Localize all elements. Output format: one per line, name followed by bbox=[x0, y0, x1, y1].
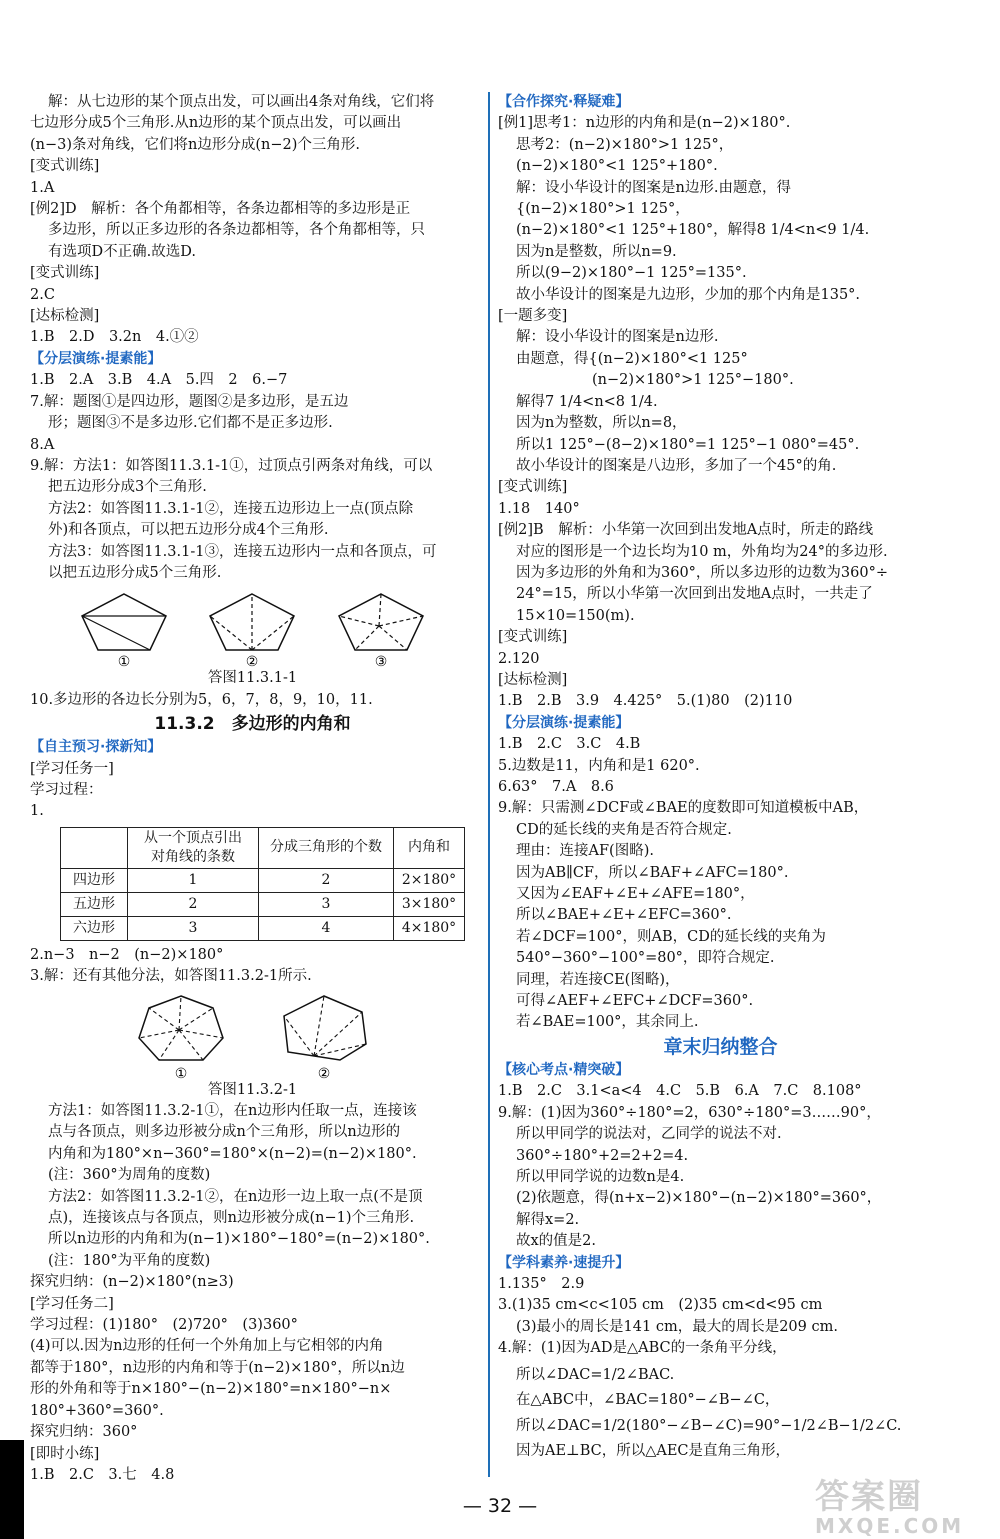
table-header-cell: 从一个顶点引出 对角线的条数 bbox=[128, 827, 259, 868]
section-heading: 【合作探究·释疑难】 bbox=[498, 94, 630, 110]
left-column bbox=[30, 92, 475, 1486]
section-label: [变式训练] bbox=[498, 629, 568, 646]
table-cell: 六边形 bbox=[61, 916, 128, 940]
text-line: [例1]思考1：n边形的内角和是(n−2)×180°. bbox=[498, 115, 791, 132]
text-line: 24°=15，所以小华第一次回到出发地A点时，一共走了 bbox=[516, 586, 873, 603]
text-line: 9.解：(1)因为360°÷180°=2，630°÷180°=3……90°， bbox=[498, 1104, 881, 1121]
text-line: (3)最小的周长是141 cm，最大的周长是209 cm. bbox=[516, 1318, 838, 1335]
text-line: 学习过程： bbox=[30, 781, 103, 798]
text-line: 可得∠AEF+∠EFC+∠DCF=360°. bbox=[516, 993, 754, 1010]
answer-line: 1. bbox=[30, 803, 44, 820]
text-line: 同理，若连接CE(图略)， bbox=[516, 971, 680, 988]
equation-line: 所以∠DAC=1/2∠BAC. bbox=[516, 1366, 675, 1383]
section-heading: 【学科素养·速提升】 bbox=[498, 1254, 630, 1271]
text-line: [例2]B 解析：小华第一次回到出发地A点时，所走的路线 bbox=[498, 522, 874, 539]
answer-line: 5.边数是11，内角和是1 620°. bbox=[498, 757, 700, 774]
text-line: 解：设小华设计的图案是n边形.由题意，得 bbox=[516, 179, 791, 196]
answer-line: 3.(1)35 cm<c<105 cm (2)35 cm<d<95 cm bbox=[498, 1297, 823, 1314]
right-column bbox=[498, 92, 943, 1462]
text-line: CD的延长线的夹角是否符合规定. bbox=[516, 821, 732, 838]
equation-line: (n−2)×180°<1 125°+180°，解得8 1/4<n<9 1/4. bbox=[516, 222, 870, 239]
text-line: 又因为∠EAF+∠E+∠AFE=180°， bbox=[516, 886, 755, 903]
section-heading: 【分层演练·提素能】 bbox=[30, 350, 162, 367]
table-cell: 4×180° bbox=[394, 916, 465, 940]
table-row bbox=[61, 892, 465, 916]
equation-line: (n−2)×180°>1 125°−180°. bbox=[592, 372, 794, 389]
table-row bbox=[61, 916, 465, 940]
table-cell: 四边形 bbox=[61, 868, 128, 892]
pentagon-figure-3 bbox=[331, 586, 431, 668]
text-line: (4)可以.因为n边形的任何一个外角加上与它相邻的内角 bbox=[30, 1338, 384, 1355]
text-line: 多边形，所以正多边形的各条边都相等，各个角都相等，只 bbox=[48, 222, 425, 239]
table-cell: 2 bbox=[128, 892, 259, 916]
text-line: 故x的值是2. bbox=[516, 1233, 597, 1250]
section-label: [变式训练] bbox=[30, 158, 100, 175]
figure-label: ② bbox=[317, 1065, 331, 1080]
answer-line: 1.18 140° bbox=[498, 500, 580, 517]
text-line: 有选项D不正确.故选D. bbox=[48, 243, 196, 260]
section-heading: 【分层演练·提素能】 bbox=[498, 714, 630, 731]
text-line: 理由：连接AF(图略). bbox=[516, 843, 654, 860]
table-header-cell bbox=[61, 827, 128, 868]
table-header-cell: 分成三角形的个数 bbox=[259, 827, 394, 868]
text-line: 形的外角和等于n×180°−(n−2)×180°=n×180°−n× bbox=[30, 1381, 392, 1398]
section-label: [达标检测] bbox=[498, 671, 568, 688]
figure-caption: 答图11.3.1-1 bbox=[207, 670, 298, 687]
section-label: [一题多变] bbox=[498, 308, 568, 325]
text-line: 形；题图③不是多边形.它们都不是正多边形. bbox=[48, 415, 333, 432]
pentagon-figure-2 bbox=[202, 586, 302, 668]
text-line: 在△ABC中，∠BAC=180°−∠B−∠C， bbox=[516, 1391, 780, 1408]
table-cell: 五边形 bbox=[61, 892, 128, 916]
equation-line: 所以∠DAC=1/2(180°−∠B−∠C)=90°−1/2∠B−1/2∠C. bbox=[516, 1417, 902, 1434]
answer-line: 1.B 2.C 3.C 4.B bbox=[498, 736, 641, 753]
answer-line: 8.A bbox=[30, 436, 55, 453]
heptagon-figure-1 bbox=[131, 990, 231, 1080]
text-line: 因为多边形的外角和为360°，所以多边形的边数为360°÷ bbox=[516, 564, 888, 581]
answer-line: 2.n−3 n−2 (n−2)×180° bbox=[30, 946, 224, 963]
answer-line: 6.63° 7.A 8.6 bbox=[498, 779, 614, 795]
text-line: 解得x=2. bbox=[516, 1211, 580, 1228]
text-line: 故小华设计的图案是八边形，多加了一个45°的角. bbox=[516, 457, 837, 474]
text-line: 所以甲同学的说法对，乙同学的说法不对. bbox=[516, 1126, 782, 1143]
pentagon-figures bbox=[30, 584, 475, 668]
pentagon-figure-1 bbox=[74, 586, 174, 668]
text-line: 所以1 125°−(8−2)×180°=1 125°−1 080°=45°. bbox=[516, 436, 860, 453]
text-line: 把五边形分成3个三角形. bbox=[48, 479, 207, 496]
page-number-text: 32 bbox=[487, 1495, 513, 1517]
text-line: 对应的图形是一个边长均为10 m，外角均为24°的多边形. bbox=[516, 543, 888, 560]
watermark bbox=[815, 1478, 980, 1536]
table-cell: 3 bbox=[128, 916, 259, 940]
answer-line: 10.多边形的各边长分别为5，6，7，8，9，10，11. bbox=[30, 691, 373, 708]
answer-line: 1.A bbox=[30, 179, 55, 196]
text-line: 故小华设计的图案是九边形，少加的那个内角是135°. bbox=[516, 286, 861, 303]
table-cell: 2×180° bbox=[394, 868, 465, 892]
section-label: [即时小练] bbox=[30, 1445, 100, 1462]
text-line: 所以∠BAE+∠E+∠EFC=360°. bbox=[516, 907, 732, 924]
section-label: [变式训练] bbox=[30, 265, 100, 282]
equation-line: 由题意，得{(n−2)×180°<1 125° bbox=[516, 350, 748, 367]
scan-edge-bar bbox=[0, 1440, 24, 1539]
table-header-cell: 内角和 bbox=[394, 827, 465, 868]
answer-line: 1.B 2.C 3.1<a<4 4.C 5.B 6.A 7.C 8.108° bbox=[498, 1083, 862, 1100]
text-line: 9.解：方法1：如答图11.3.1-1①，过顶点引两条对角线，可以 bbox=[30, 457, 433, 474]
column-divider bbox=[488, 92, 490, 1477]
text-line: 所以甲同学说的边数n是4. bbox=[516, 1168, 685, 1185]
text-line: 点与各顶点，则多边形被分成n个三角形，所以n边形的 bbox=[48, 1124, 401, 1141]
text-line: 若∠BAE=100°，其余同上. bbox=[516, 1014, 699, 1031]
text-line: 学习过程：(1)180° (2)720° (3)360° bbox=[30, 1317, 298, 1334]
text-line: 若∠DCF=100°，则AB，CD的延长线的夹角为 bbox=[516, 928, 826, 945]
answer-line: 1.135° 2.9 bbox=[498, 1275, 585, 1292]
watermark-line-1: 答案圈 bbox=[815, 1477, 923, 1517]
text-line: 因为AB∥CF，所以∠BAF+∠AFC=180°. bbox=[516, 864, 789, 881]
text-line: 360°÷180°+2=2+2=4. bbox=[516, 1147, 689, 1164]
table-row bbox=[61, 868, 465, 892]
text-line: 所以(9−2)×180°−1 125°=135°. bbox=[516, 265, 747, 282]
page-number: — 32 — bbox=[462, 1495, 538, 1517]
text-line: 7.解：题图①是四边形，题图②是多边形，是五边 bbox=[30, 393, 349, 410]
section-label: [达标检测] bbox=[30, 308, 100, 325]
text-line: [例2]D 解析：各个角都相等，各条边都相等的多边形是正 bbox=[30, 201, 411, 218]
section-label: [学习任务一] bbox=[30, 760, 114, 777]
text-line: 因为n是整数，所以n=9. bbox=[516, 243, 677, 260]
text-line: 9.解：只需测∠DCF或∠BAE的度数即可知道模板中AB， bbox=[498, 800, 869, 817]
answer-line: 1.B 2.C 3.七 4.8 bbox=[30, 1466, 175, 1483]
text-line: 540°−360°−100°=80°，即符合规定. bbox=[516, 950, 775, 967]
text-line: 外)和各顶点，可以把五边形分成4个三角形. bbox=[48, 522, 329, 539]
answer-line: 1.B 2.B 3.9 4.425° 5.(1)80 (2)110 bbox=[498, 693, 793, 710]
text-line: (注：360°为周角的度数) bbox=[48, 1167, 211, 1184]
subsection-title: 11.3.2 多边形的内角和 bbox=[154, 714, 351, 735]
text-line: 方法2：如答图11.3.1-1②，连接五边形边上一点(顶点除 bbox=[48, 500, 414, 517]
watermark-line-2: MXQE.COM bbox=[815, 1514, 965, 1538]
section-heading: 【核心考点·精突破】 bbox=[498, 1061, 630, 1078]
text-line: 点)，连接该点与各顶点，则n边形被分成(n−1)个三角形. bbox=[48, 1210, 415, 1227]
text-line: 思考2：(n−2)×180°>1 125°， bbox=[516, 136, 734, 153]
polygon-table bbox=[60, 827, 465, 941]
text-line: (n−3)条对角线，它们将n边形分成(n−2)个三角形. bbox=[30, 136, 361, 153]
figure-label: ③ bbox=[374, 654, 388, 669]
text-line: 都等于180°，n边形的内角和等于(n−2)×180°，所以n边 bbox=[30, 1359, 405, 1376]
text-line: 七边形分成5个三角形.从n边形的某个顶点出发，可以画出 bbox=[30, 115, 402, 132]
answer-line: 2.C bbox=[30, 286, 55, 303]
text-line: 180°+360°=360°. bbox=[30, 1402, 164, 1419]
table-cell: 3 bbox=[259, 892, 394, 916]
answer-line: 2.120 bbox=[498, 650, 540, 667]
text-line: 方法3：如答图11.3.1-1③，连接五边形内一点和各顶点，可 bbox=[48, 543, 437, 560]
text-line: 解：设小华设计的图案是n边形. bbox=[516, 329, 719, 346]
text-line: 探究归纳：360° bbox=[30, 1424, 138, 1441]
text-line: 方法2：如答图11.3.2-1②，在n边形一边上取一点(不是顶 bbox=[48, 1188, 423, 1205]
table-cell: 1 bbox=[128, 868, 259, 892]
hexagon-figure-2 bbox=[274, 990, 374, 1080]
text-line: 4.解：(1)因为AD是△ABC的一条角平分线， bbox=[498, 1340, 787, 1357]
figure-label: ① bbox=[117, 654, 131, 669]
text-line: 以把五边形分成5个三角形. bbox=[48, 564, 222, 581]
text-line: 所以n边形的内角和为(n−1)×180°−180°=(n−2)×180°. bbox=[48, 1231, 430, 1248]
text-line: 15×10=150(m). bbox=[516, 607, 635, 624]
table-header-row bbox=[61, 827, 465, 868]
text-line: 解：从七边形的某个顶点出发，可以画出4条对角线，它们将 bbox=[48, 94, 435, 110]
chapter-summary-title: 章末归纳整合 bbox=[663, 1035, 778, 1058]
figure-caption: 答图11.3.2-1 bbox=[207, 1081, 298, 1098]
text-line: 探究归纳：(n−2)×180°(n≥3) bbox=[30, 1274, 234, 1291]
text-line: 3.解：还有其他分法，如答图11.3.2-1所示. bbox=[30, 968, 312, 985]
answer-line: 1.B 2.D 3.2n 4.①② bbox=[30, 329, 199, 346]
table-cell: 3×180° bbox=[394, 892, 465, 916]
section-label: [学习任务二] bbox=[30, 1295, 114, 1312]
heptagon-figures bbox=[30, 988, 475, 1080]
equation-line: {(n−2)×180°>1 125°， bbox=[516, 201, 690, 218]
figure-label: ② bbox=[246, 654, 259, 669]
section-heading: 【自主预习·探新知】 bbox=[30, 739, 162, 756]
answer-line: 1.B 2.A 3.B 4.A 5.四 2 6.−7 bbox=[30, 372, 288, 389]
figure-label: ① bbox=[174, 1065, 188, 1080]
text-line: (2)依题意，得(n+x−2)×180°−(n−2)×180°=360°， bbox=[516, 1190, 882, 1207]
text-line: 内角和为180°×n−360°=180°×(n−2)=(n−2)×180°. bbox=[48, 1145, 417, 1162]
text-line: (n−2)×180°<1 125°+180°. bbox=[516, 158, 718, 175]
text-line: 方法1：如答图11.3.2-1①，在n边形内任取一点，连接该 bbox=[48, 1103, 417, 1119]
table-cell: 4 bbox=[259, 916, 394, 940]
section-label: [变式训练] bbox=[498, 479, 568, 496]
table-cell: 2 bbox=[259, 868, 394, 892]
text-line: (注：180°为平角的度数) bbox=[48, 1252, 211, 1269]
text-line: 因为AE⊥BC，所以△AEC是直角三角形， bbox=[516, 1442, 791, 1459]
text-line: 解得7 1/4<n<8 1/4. bbox=[516, 393, 658, 410]
text-line: 因为n为整数，所以n=8， bbox=[516, 415, 687, 432]
